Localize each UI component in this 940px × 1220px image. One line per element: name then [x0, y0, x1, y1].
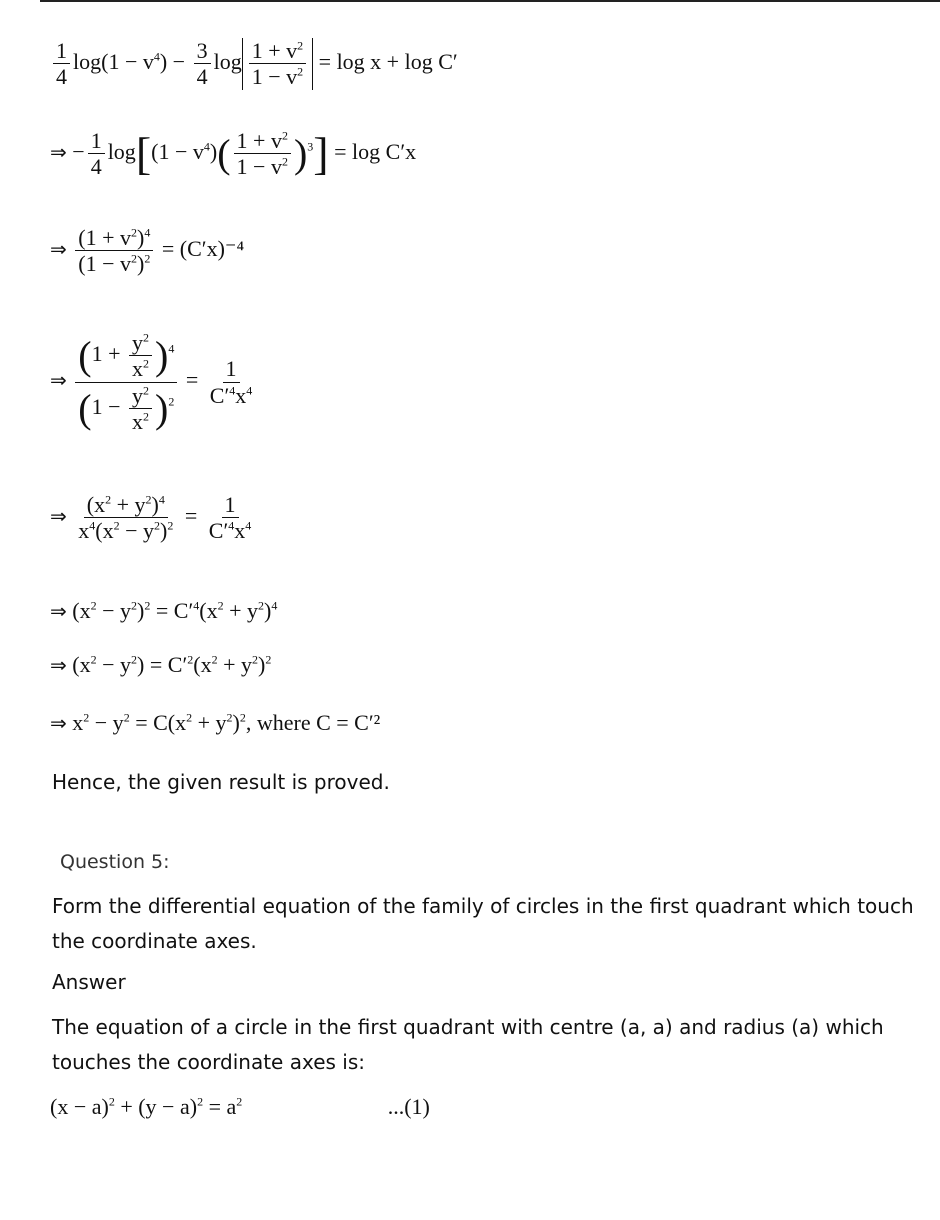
math-line-8-note: , where C = C′²	[245, 710, 381, 735]
question-text: Form the differential equation of the family of circles in the first quadrant which touch the coordinate axes.	[52, 894, 914, 953]
math-line-3: ⇒ $\frac{(1 + v^2)^4}{(1 - v^2)^2}$ = (C′x)⁻⁴	[50, 225, 245, 277]
math-line-2: ⇒ − $\frac{1}{4}$ $\log[(1 - v^4)$( $\frac{1 + v^2}{1 - v^2}$ )$^3$] = log C′x	[50, 127, 417, 180]
math-line-7: ⇒ $(x^2 - y^2) = C'^2(x^2 + y^2)^2$	[50, 652, 272, 677]
math-line-1-rhs: log x + log C′	[336, 48, 458, 74]
math-line-5: ⇒ $\frac{(x^2 + y^2)^4}{x^4(x^2 - y^2)^2}$ = $\frac{1}{C'^4x^4}$	[50, 492, 252, 544]
question-label: Question 5:	[60, 851, 170, 873]
math-line-4: ⇒ (1 + $\frac{y^2}{x^2}$ )$^4$ (1 − $\frac{y^2}{x^2}$ )$^2$ = $\frac{1}{C'^4x^4}$	[50, 330, 253, 434]
equation-tag: ...(1)	[387, 1094, 430, 1119]
math-line-2-rhs: log C′x	[352, 138, 417, 164]
math-line-6: ⇒ $(x^2 - y^2)^2 = C'^4(x^2 + y^2)^4$	[50, 598, 278, 623]
conclusion-text: Hence, the given result is proved.	[52, 770, 390, 794]
answer-text: The equation of a circle in the first quadrant with centre (a, a) and radius (a) which touches the coordinate axes is:	[52, 1015, 884, 1074]
circle-equation: $(x - a)^2 + (y - a)^2 = a^2$ ...(1)	[50, 1094, 430, 1119]
math-line-3-rhs: (C′x)⁻⁴	[179, 235, 245, 261]
math-line-8: ⇒ $x^2 - y^2 = C(x^2 + y^2)^2$, where C = C′²	[50, 710, 381, 735]
math-line-1: $\frac{1}{4}$ $\log(1 - v^4)$ − $\frac{3}{4}$ log $\frac{1 + v^2}{1 - v^2}$ = log x + log C′	[50, 38, 458, 90]
answer-label: Answer	[52, 970, 126, 994]
top-rule	[40, 0, 940, 2]
